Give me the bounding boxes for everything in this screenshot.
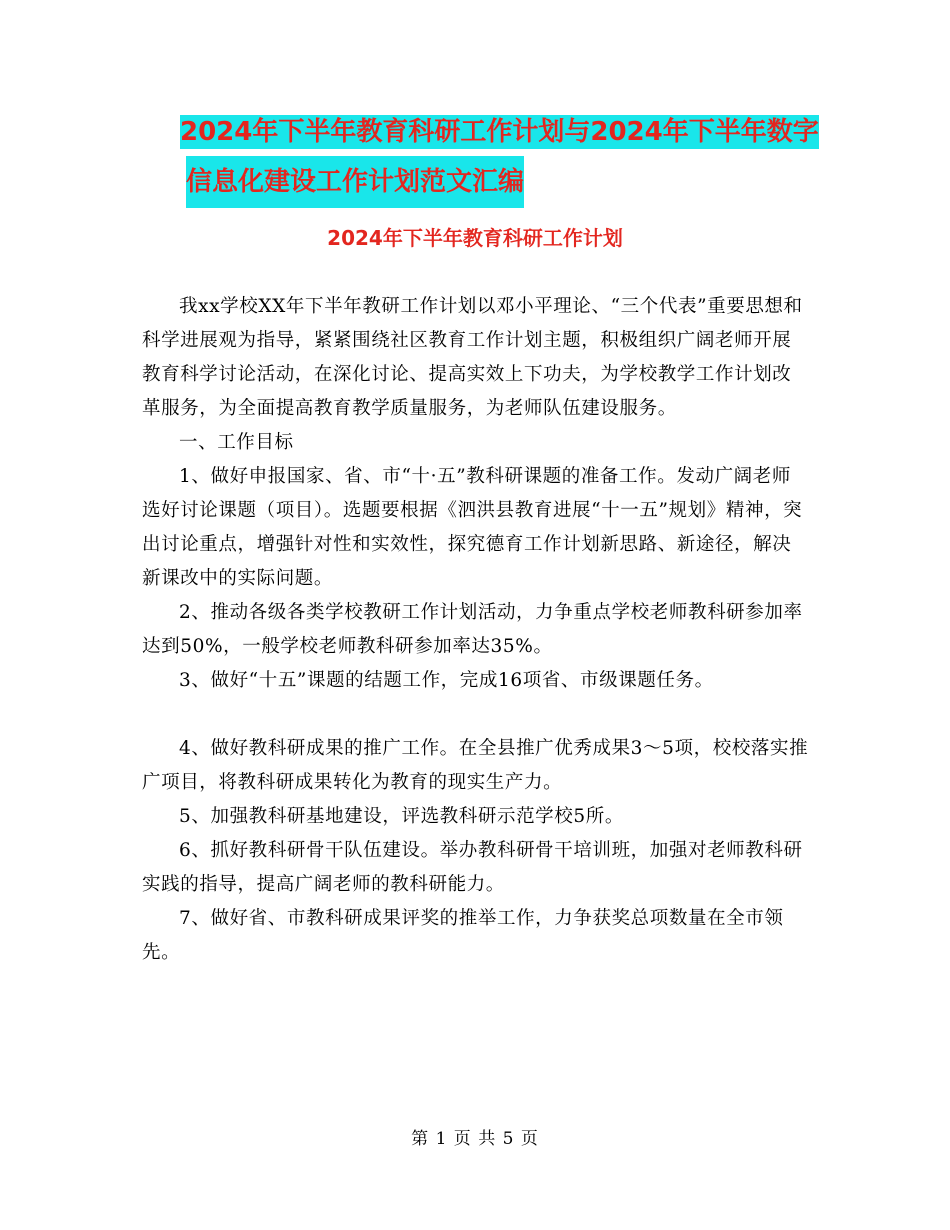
document-title-line1: 2024年下半年教育科研工作计划与2024年下半年数字 [180, 117, 819, 147]
document-title-line2: 信息化建设工作计划范文汇编 [186, 156, 524, 208]
paragraph-goal-1: 1、做好申报国家、省、市“十·五”教科研课题的准备工作。发动广阔老师选好讨论课题（项目）。选题要根据《泗洪县教育进展“十一五”规划》精神，突出讨论重点，增强针对性和实效性，探究德育工作计划新思路、新途径，解决新课改中的实际问题。 [142, 466, 803, 589]
paragraph-goal-3: 3、做好“十五”课题的结题工作，完成16项省、市级课题任务。 [179, 670, 714, 691]
paragraph-goal-6: 6、抓好教科研骨干队伍建设。举办教科研骨干培训班，加强对老师教科研实践的指导，提高广阔老师的教科研能力。 [142, 840, 803, 895]
document-body [142, 290, 810, 970]
page-number-footer: 第 1 页 共 5 页 [411, 1129, 539, 1149]
paragraph-intro: 我xx学校XX年下半年教研工作计划以邓小平理论、“三个代表”重要思想和科学进展观为指导，紧紧围绕社区教育工作计划主题，积极组织广阔老师开展教育科学讨论活动，在深化讨论、提高实效上下功夫，为学校教学工作计划改革服务，为全面提高教育教学质量服务，为老师队伍建设服务。 [142, 296, 803, 419]
heading-work-goals: 一、工作目标 [179, 432, 294, 453]
paragraph-goal-5: 5、加强教科研基地建设，评选教科研示范学校5所。 [179, 806, 624, 827]
paragraph-goal-2: 2、推动各级各类学校教研工作计划活动，力争重点学校老师教科研参加率达到50%，一般学校老师教科研参加率达35%。 [142, 602, 803, 657]
document-title [180, 108, 820, 208]
paragraph-goal-4: 4、做好教科研成果的推广工作。在全县推广优秀成果3～5项，校校落实推广项目，将教科研成果转化为教育的现实生产力。 [142, 738, 809, 793]
section-title: 2024年下半年教育科研工作计划 [327, 226, 623, 250]
paragraph-goal-7: 7、做好省、市教科研成果评奖的推举工作，力争获奖总项数量在全市领先。 [142, 908, 784, 963]
